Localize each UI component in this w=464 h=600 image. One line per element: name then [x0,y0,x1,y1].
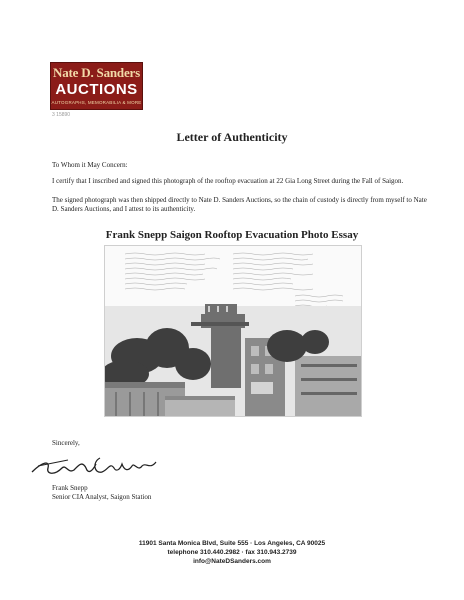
logo-auctions: AUCTIONS [55,81,138,98]
logo-tagline: AUTOGRAPHS, MEMORABILIA & MORE [51,100,142,105]
signature-image [28,448,168,484]
signer-name: Frank Snepp [52,484,88,492]
signer-title: Senior CIA Analyst, Saigon Station [52,493,152,501]
auction-house-logo [50,62,143,110]
logo-reference-number: 3 15890 [52,112,71,118]
logo-name: Nate D. Sanders [53,65,140,80]
photo-title: Frank Snepp Saigon Rooftop Evacuation Photo Essay [105,229,359,241]
closing: Sincerely, [52,439,80,447]
salutation: To Whom it May Concern: [52,161,128,169]
letter-title: Letter of Authenticity [176,130,288,144]
footer-address: 11901 Santa Monica Blvd, Suite 555 · Los Angeles, CA 90025 [138,540,326,547]
rooftop-evacuation-photo [104,245,362,417]
paragraph-certify: I certify that I inscribed and signed this photograph of the rooftop evacuation at 22 Gia Long Street during the Fall of Saigon. [52,177,404,185]
paragraph-custody: The signed photograph was then shipped directly to Nate D. Sanders Auctions, so the chain of custody is directly from myself to Nate D. Sanders Auctions, and I attest to its authenticity. [52,196,427,213]
photo-illustration [105,246,362,417]
footer-email-link[interactable]: info@NateDSanders.com [193,558,271,565]
footer-phone: telephone 310.440.2982 · fax 310.943.2739 [167,549,297,556]
handwritten-inscription [125,253,344,312]
